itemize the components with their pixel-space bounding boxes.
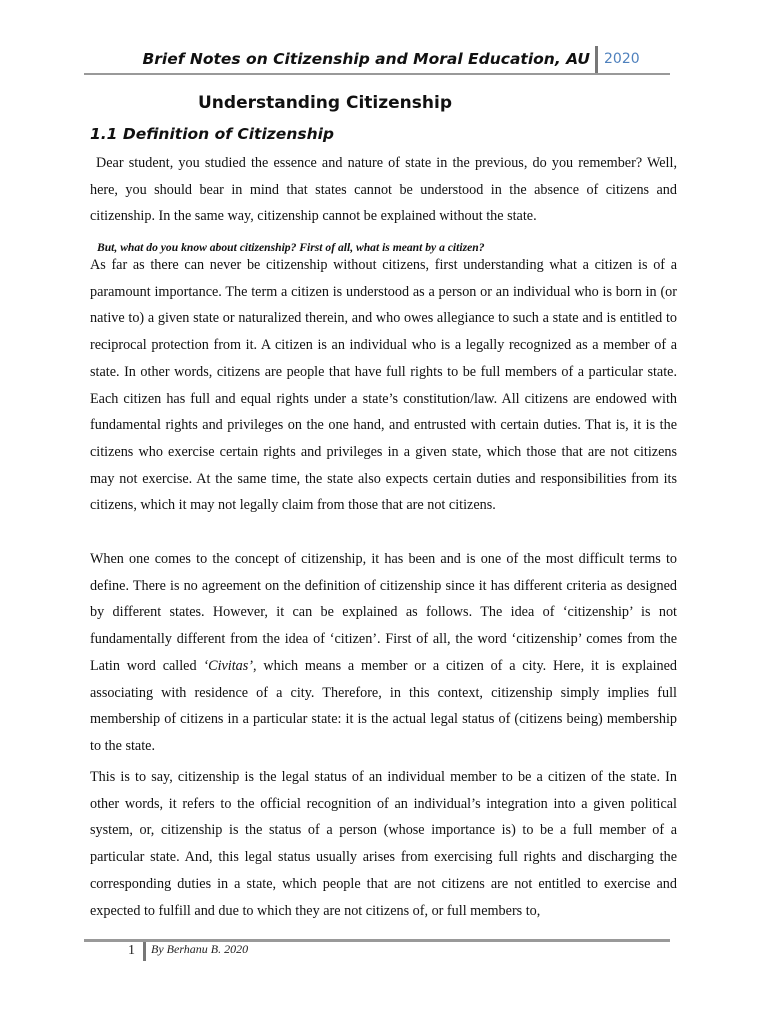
header-year: 2020 [604,51,640,67]
paragraph-citizenship-concept [90,546,677,760]
section-heading: 1.1 Definition of Citizenship [90,125,335,143]
paragraph-citizen-definition: As far as there can never be citizenship without citizens, first understanding what a citizen is of a paramount importance. The term a citizen is understood as a person or an individual who is born in (or native to) a given state or naturalized therein, and who owes allegiance to such a state and is entitled to reciprocal protection from it. A citizen is an individual who is a legally recognized as a member of a state. In other words, citizens are people that have full rights to be full members of a particular state. Each citizen has full and equal rights under a state’s constitution/law. All citizens are endowed with fundamental rights and privileges on the one hand, and entrusted with certain duties. That is, it is the citizens who exercise certain rights and privileges in a given state, which those that are not citizens may not exercise. At the same time, the state also expects certain duties and responsibilities from its citizens, which it may not legally claim from those that are not citizens. [90,257,677,514]
document-title: Understanding Citizenship [198,93,452,113]
question-prompt: But, what do you know about citizenship? First of all, what is meant by a citizen? [97,241,485,254]
paragraph-intro: Dear student, you studied the essence and nature of state in the previous, do you remember? Well, here, you should bear in mind that states cannot be understood in the absence of citizens and citizenship. In the same way, citizenship cannot be explained without the state. [90,155,677,225]
paragraph-text: When one comes to the concept of citizenship, it has been and is one of the most difficult terms to define. There is no agreement on the definition of citizenship since it has different criteria as designed by different states. However, it can be explained as follows. The idea of ‘citizenship’ is not fundamentally different from the idea of ‘citizen’. First of all, the word ‘citizenship’ comes from the Latin word called [90,551,677,674]
latin-term: ‘Civitas’ [203,657,254,674]
footer-author: By Berhanu B. 2020 [151,942,249,956]
header-divider [595,46,598,73]
header-title: Brief Notes on Citizenship and Moral Education, AU [142,50,590,68]
paragraph-legal-status: This is to say, citizenship is the legal status of an individual member to be a citizen of the state. In other words, it refers to the official recognition of an individual’s integration into a given political system, or, citizenship is the status of a person (whose importance is) to be a full member of a particular state. And, this legal status usually arises from exercising full rights and discharging the corresponding duties in a state, which people that are not citizens are not entitled to exercise and expected to fulfill and due to which they are not citizens of, or full members to, [90,769,677,919]
footer-divider [143,942,146,961]
header-rule [84,73,670,75]
paragraph-text: , which means a member or a citizen of a city. Here, it is explained associating with residence of a city. Therefore, in this context, citizenship simply implies full membership of citizens in a particular state: it is the actual legal status of (citizens being) membership to the state. [90,657,678,754]
page-header [84,46,670,74]
page-number: 1 [128,943,135,958]
